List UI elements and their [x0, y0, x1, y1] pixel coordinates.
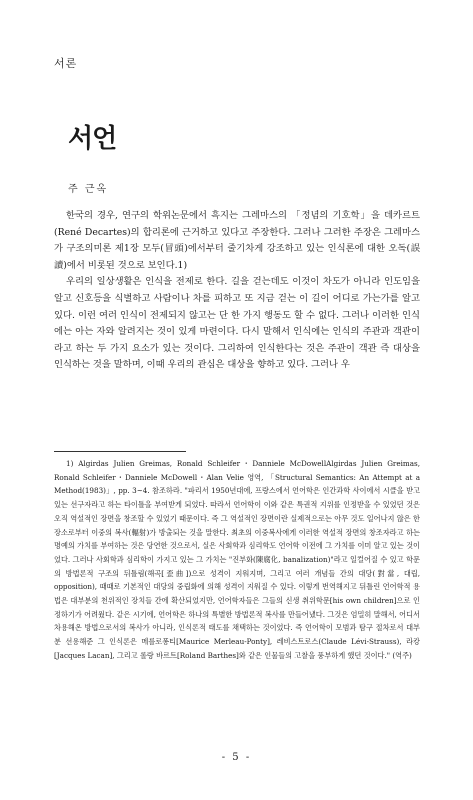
author-name: 주 근옥 — [68, 184, 109, 195]
chapter-title: 서언 — [68, 124, 117, 154]
footnote-text: 1) Algirdas Julien Greimas, Ronald Schleifer・Danniele McDowellAlgirdas Julien Greimas, Ronald Schleifer・Danniele McDowell・Alan Velie 영역, 「Structural Semantics: An Attempt at a Method(1983)」, pp. 3~4. 참조하라. "파리서 1950년대에, 프랑스에서 언어학은 인간과학 사이에서 시클을 받고 있는 선구자라고 하는 타이틀을 부여받게 되었다. 따라서 언어학이 이와 같은 특권적 지위를 인정받을 수 있었던 것은 오직 역설적인 장면을 창조할 수 있었기 때문이다. 즉 그 역설적인 장면이란 실제적으로는 아무 것도 일어나지 않은 한 장소로부터 이중의 복사(輻射)가 방출되는 것을 말한다. 최초의 이중복사에게 이러한 역설적 장면의 창조자라고 하는 명예의 가치를 부여하는 것은 당연한 것으로서, 실은 사회학과 심리학도 언어학 이전에 그 가치를 이미 알고 있는 것이었다. 그러나 사회학과 심리학이 가지고 있는 그 가치는 "진부화(陳腐化, banalization)"라고 일컬어질 수 있고 학문의 방법론적 구조의 뒤틀림(해곡[歪曲])으로 성격이 지워지며, 그리고 여러 개념들 간의 대당(對當, 대립, opposition), 때때로 기본적인 대당의 중립화에 의해 성격이 지워질 수 있다. 이렇게 번역해지고 뒤틀린 언어학적 용법은 대부분의 천위적인 장치들 간에 확산되었지만, 언어학자들은 그들의 신생 취위학문[his own children]으로 인정하기가 어려웠다. 같은 시기에, 언어학은 하나의 특별한 방법론적 복사를 만들어냈다. 그것은 엄밀히 말해서, 어디서 차용해온 방법으로서의 복사가 아니라, 인식론적 태도를 채택하는 것이었다. 즉 언어학이 모범과 탐구 절차로서 대부분 선용해준 그 인식론은 메를로퐁티[Maurice Merleau-Ponty], 레비스트로스(Claude Lévi-Strauss), 라캉[Jacques Lacan], 그리고 롤랑 바르트[Roland Barthes]와 같은 인물들의 고찰을 풍부하게 했던 것이다." (역주) — [54, 459, 420, 660]
body-text — [54, 208, 420, 374]
footnote-divider — [54, 451, 186, 452]
footnote — [54, 457, 420, 663]
running-head: 서론 — [54, 57, 78, 70]
body-paragraph-1: 한국의 경우, 연구의 학위논문에서 흑지는 그레마스의 「정념의 기호학」을 데카르트(René Decartes)의 합리론에 근거하고 있다고 주장한다. 그러나 그러한 주장은 그레마스가 구조의미론 제1장 모두(冒頭)에서부터 줄기차게 강조하고 있는 인식론에 대한 오독(誤讀)에서 비롯된 것으로 보인다.1) — [54, 210, 420, 271]
body-paragraph-2: 우리의 일상생활은 인식을 전제로 한다. 길을 걷는데도 이것이 차도가 아니라 인도임을 알고 신호등을 식별하고 사람이나 차를 피하고 또 지금 걷는 이 길이 어디로 가는가를 알고 있다. 이런 여러 인식이 전제되지 않고는 단 한 가지 행동도 할 수 없다. 그러나 이러한 인식에는 아는 자와 알려지는 것이 있게 마련이다. 다시 말해서 인식에는 인식의 주관과 객관이라고 하는 두 가지 요소가 있는 것이다. 그리하여 인식한다는 것은 주관이 객관 즉 대상을 인식하는 것을 말하며, 이때 우리의 관심은 대상을 향하고 있다. 그러나 우 — [54, 276, 420, 371]
page-number: - 5 - — [221, 752, 252, 763]
